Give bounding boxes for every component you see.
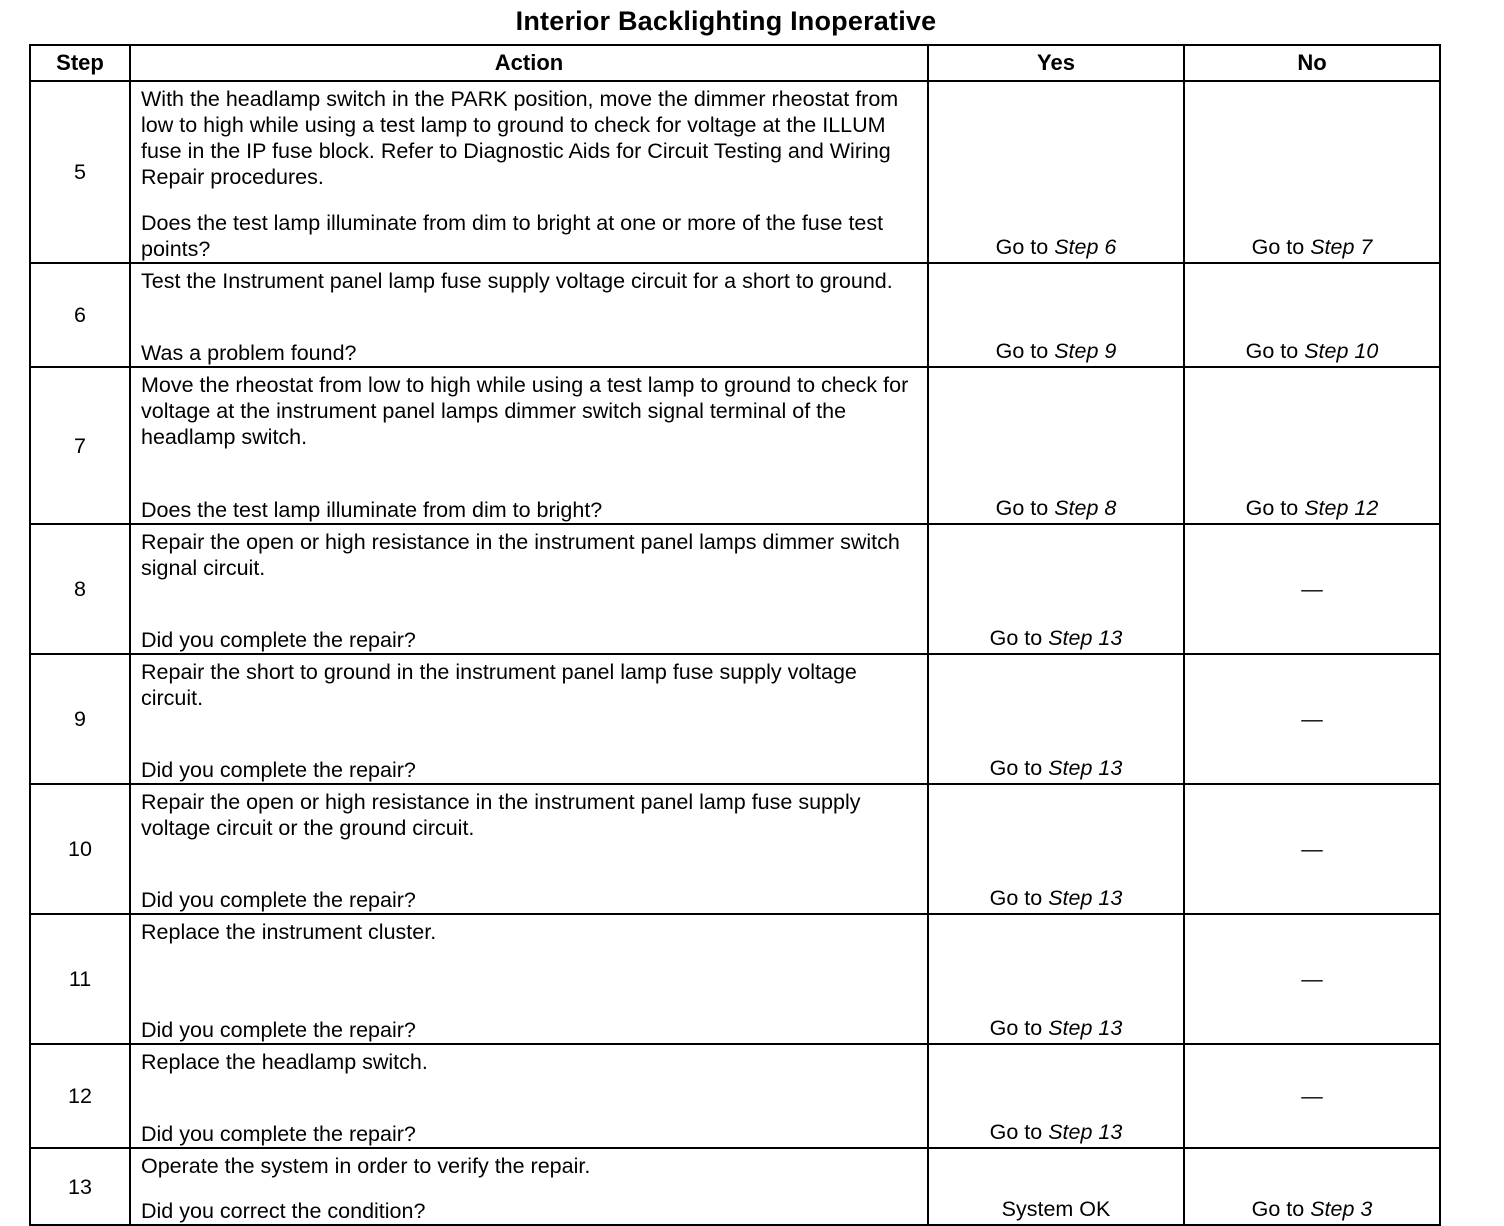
yes-cell: Go to Step 13 xyxy=(928,524,1184,654)
action-text: Repair the open or high resistance in the instrument panel lamps dimmer switch signal circuit. xyxy=(141,530,900,580)
yes-cell: Go to Step 13 xyxy=(928,784,1184,914)
action-text: Repair the open or high resistance in the instrument panel lamp fuse supply voltage circuit or the ground circuit. xyxy=(141,790,861,840)
table-row xyxy=(30,367,1440,524)
yes-step-link: Step 13 xyxy=(1048,886,1123,910)
action-cell xyxy=(130,524,928,654)
action-text: With the headlamp switch in the PARK position, move the dimmer rheostat from low to high while using a test lamp to ground to check for voltage at the ILLUM fuse in the IP fuse block. Refer to Diagnostic Aids for Circuit Testing and Wiring Repair procedures. xyxy=(141,87,899,189)
question-text: Did you correct the condition? xyxy=(141,1199,426,1223)
yes-cell: Go to Step 13 xyxy=(928,1044,1184,1148)
table-row xyxy=(30,784,1440,914)
no-step-link: Step 3 xyxy=(1310,1197,1373,1221)
header-step: Step xyxy=(30,45,130,81)
no-step-link: Step 12 xyxy=(1304,496,1379,520)
yes-step-link: Step 13 xyxy=(1048,1120,1123,1144)
yes-cell: Go to Step 13 xyxy=(928,654,1184,784)
no-cell: — xyxy=(1184,914,1440,1044)
yes-step-link: Step 6 xyxy=(1054,235,1117,259)
question-text: Did you complete the repair? xyxy=(141,1018,416,1042)
action-text: Operate the system in order to verify the repair. xyxy=(141,1154,591,1178)
yes-step-link: Step 9 xyxy=(1054,339,1117,363)
table-row xyxy=(30,914,1440,1044)
question-text: Did you complete the repair? xyxy=(141,628,416,652)
yes-step-link: Step 8 xyxy=(1054,496,1117,520)
table-header-row xyxy=(30,45,1440,81)
question-text: Did you complete the repair? xyxy=(141,1122,416,1146)
table-row xyxy=(30,263,1440,367)
action-cell xyxy=(130,263,928,367)
action-cell xyxy=(130,914,928,1044)
step-number: 7 xyxy=(30,367,130,524)
step-number: 10 xyxy=(30,784,130,914)
yes-cell: Go to Step 9 xyxy=(928,263,1184,367)
action-text: Repair the short to ground in the instrument panel lamp fuse supply voltage circuit. xyxy=(141,660,857,710)
yes-step-link: Step 13 xyxy=(1048,1016,1123,1040)
action-cell xyxy=(130,1044,928,1148)
yes-cell: System OK xyxy=(928,1148,1184,1225)
action-cell xyxy=(130,784,928,914)
no-cell: — xyxy=(1184,524,1440,654)
step-number: 9 xyxy=(30,654,130,784)
yes-step-link: Step 13 xyxy=(1048,626,1123,650)
yes-cell: Go to Step 13 xyxy=(928,914,1184,1044)
no-cell: Go to Step 10 xyxy=(1184,263,1440,367)
no-step-link: Step 10 xyxy=(1304,339,1379,363)
action-cell xyxy=(130,81,928,263)
question-text: Did you complete the repair? xyxy=(141,758,416,782)
step-number: 13 xyxy=(30,1148,130,1225)
action-cell xyxy=(130,654,928,784)
no-cell: Go to Step 12 xyxy=(1184,367,1440,524)
action-text: Move the rheostat from low to high while using a test lamp to ground to check for voltage at the instrument panel lamps dimmer switch signal terminal of the headlamp switch. xyxy=(141,373,909,449)
action-text: Test the Instrument panel lamp fuse supply voltage circuit for a short to ground. xyxy=(141,269,893,293)
step-number: 6 xyxy=(30,263,130,367)
step-number: 8 xyxy=(30,524,130,654)
no-cell: — xyxy=(1184,784,1440,914)
yes-cell: Go to Step 8 xyxy=(928,367,1184,524)
diagnostic-table xyxy=(29,44,1441,1226)
header-no: No xyxy=(1184,45,1440,81)
question-text: Did you complete the repair? xyxy=(141,888,416,912)
yes-cell: Go to Step 6 xyxy=(928,81,1184,263)
no-cell: Go to Step 3 xyxy=(1184,1148,1440,1225)
no-cell: — xyxy=(1184,654,1440,784)
table-row xyxy=(30,1148,1440,1225)
step-number: 11 xyxy=(30,914,130,1044)
action-text: Replace the headlamp switch. xyxy=(141,1050,428,1074)
question-text: Does the test lamp illuminate from dim to bright at one or more of the fuse test points? xyxy=(141,211,884,261)
table-row xyxy=(30,524,1440,654)
step-number: 5 xyxy=(30,81,130,263)
header-yes: Yes xyxy=(928,45,1184,81)
table-row xyxy=(30,1044,1440,1148)
yes-step-link: Step 13 xyxy=(1048,756,1123,780)
table-row xyxy=(30,654,1440,784)
action-text: Replace the instrument cluster. xyxy=(141,920,437,944)
question-text: Was a problem found? xyxy=(141,341,357,365)
header-action: Action xyxy=(130,45,928,81)
action-cell xyxy=(130,367,928,524)
no-step-link: Step 7 xyxy=(1310,235,1373,259)
page-title: Interior Backlighting Inoperative xyxy=(515,6,937,36)
question-text: Does the test lamp illuminate from dim to bright? xyxy=(141,498,603,522)
no-cell: Go to Step 7 xyxy=(1184,81,1440,263)
no-cell: — xyxy=(1184,1044,1440,1148)
step-number: 12 xyxy=(30,1044,130,1148)
table-row xyxy=(30,81,1440,263)
action-cell xyxy=(130,1148,928,1225)
